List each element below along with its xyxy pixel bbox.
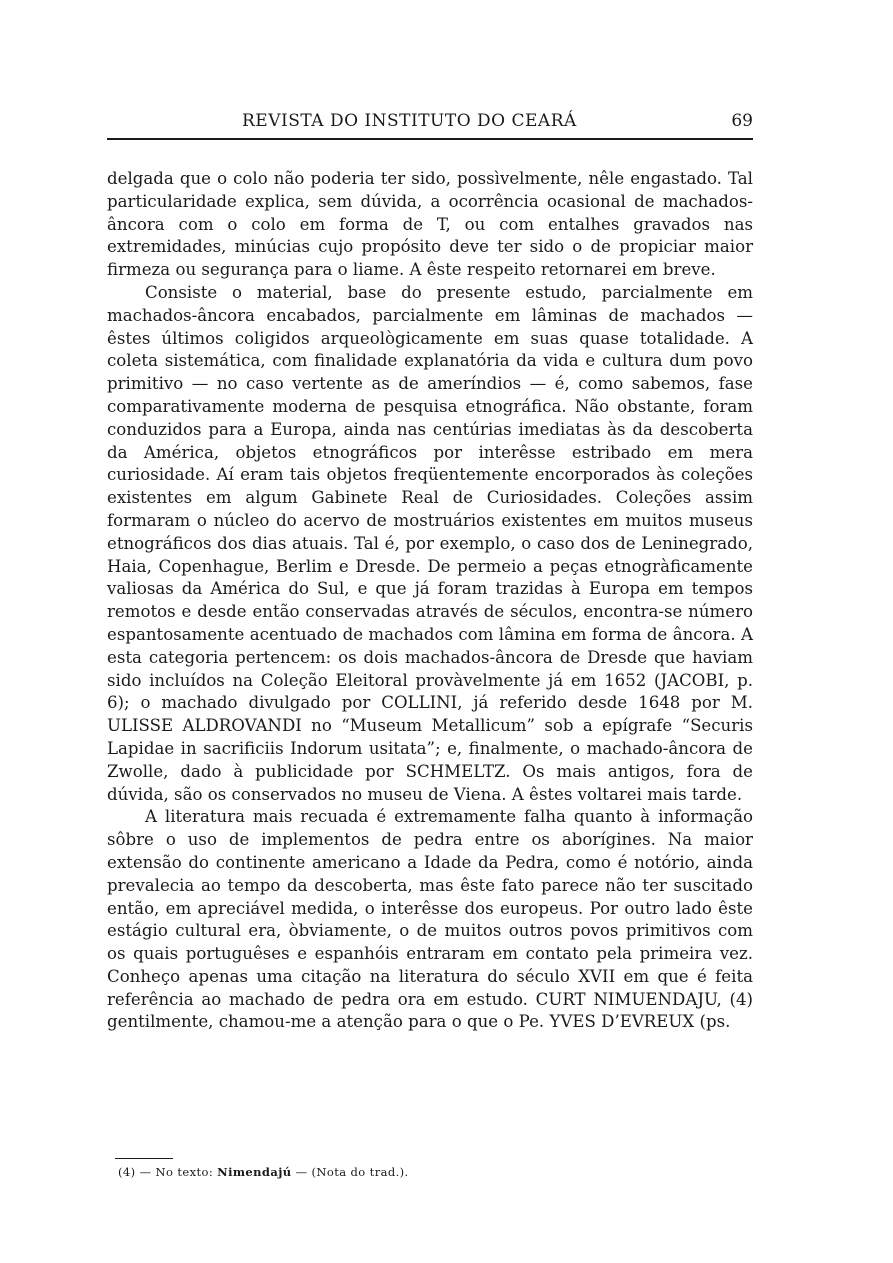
paragraph-1: delgada que o colo não poderia ter sido, possìvelmente, nêle engastado. Tal particularidade explica, sem dúvida, a ocorrência ocasional de machados-âncora com o colo em forma de T, ou com entalhes gravados nas extremidades, minúcias cujo propósito deve ter sido o de propiciar maior firmeza ou segurança para o liame. A êste respeito retornarei em breve.	[107, 169, 753, 280]
running-header	[107, 108, 753, 140]
footnote-term: Nimendajú	[217, 1165, 292, 1179]
running-title: REVISTA DO INSTITUTO DO CEARÁ	[242, 111, 577, 131]
footnote-note: — (Nota do trad.).	[295, 1165, 409, 1179]
body-text	[107, 168, 753, 1034]
footnote-dash: —	[139, 1165, 152, 1179]
footnote-rule	[115, 1158, 173, 1159]
footnote	[118, 1165, 409, 1179]
page-number: 69	[731, 111, 753, 131]
footnote-marker: (4)	[118, 1165, 136, 1179]
paragraph-2: Consiste o material, base do presente estudo, parcialmente em machados-âncora encabados, parcialmente em lâminas de machados — êstes últimos coligidos arqueològicamente em suas quase totalidade. A coleta sistemática, com finalidade explanatória da vida e cultura dum povo primitivo — no caso vertente as de ameríndios — é, como sabemos, fase comparativamente moderna de pesquisa etnográfica. Não obstante, foram conduzidos para a Europa, ainda nas centúrias imediatas às da descoberta da América, objetos etnográficos por interêsse estribado em mera curiosidade. Aí eram tais objetos freqüentemente encorporados às coleções existentes em algum Gabinete Real de Curiosidades. Coleções assim formaram o núcleo do acervo de mostruários existentes em muitos museus etnográficos dos dias atuais. Tal é, por exemplo, o caso dos de Leninegrado, Haia, Copenhague, Berlim e Dresde. De permeio a peças etnogràficamente valiosas da América do Sul, e que já foram trazidas à Europa em tempos remotos e desde então conservadas através de séculos, encontra-se número espantosamente acentuado de machados com lâmina em forma de âncora. A esta categoria pertencem: os dois machados-âncora de Dresde que haviam sido incluídos na Coleção Eleitoral provàvelmente já em 1652 (JACOBI, p. 6); o machado divulgado por COLLINI, já referido desde 1648 por M. ULISSE ALDROVANDI no “Museum Metallicum” sob a epígrafe “Securis Lapidae in sacrificiis Indorum usitata”; e, finalmente, o machado-âncora de Zwolle, dado à publicidade por SCHMELTZ. Os mais antigos, fora de dúvida, são os conservados no museu de Viena. A êstes voltarei mais tarde.	[107, 282, 753, 804]
footnote-lead: No texto:	[155, 1165, 214, 1179]
paragraph-3: A literatura mais recuada é extremamente falha quanto à informação sôbre o uso de implementos de pedra entre os aborígines. Na maior extensão do continente americano a Idade da Pedra, como é notório, ainda prevalecia ao tempo da descoberta, mas êste fato parece não ter suscitado então, em apreciável medida, o interêsse dos europeus. Por outro lado êste estágio cultural era, òbviamente, o de muitos outros povos primitivos com os quais portuguêses e espanhóis entraram em contato pela primeira vez. Conheço apenas uma citação na literatura do século XVII em que é feita referência ao machado de pedra ora em estudo. CURT NIMUENDAJU, (4) gentilmente, chamou-me a atenção para o que o Pe. YVES D’EVREUX (ps.	[107, 807, 753, 1032]
